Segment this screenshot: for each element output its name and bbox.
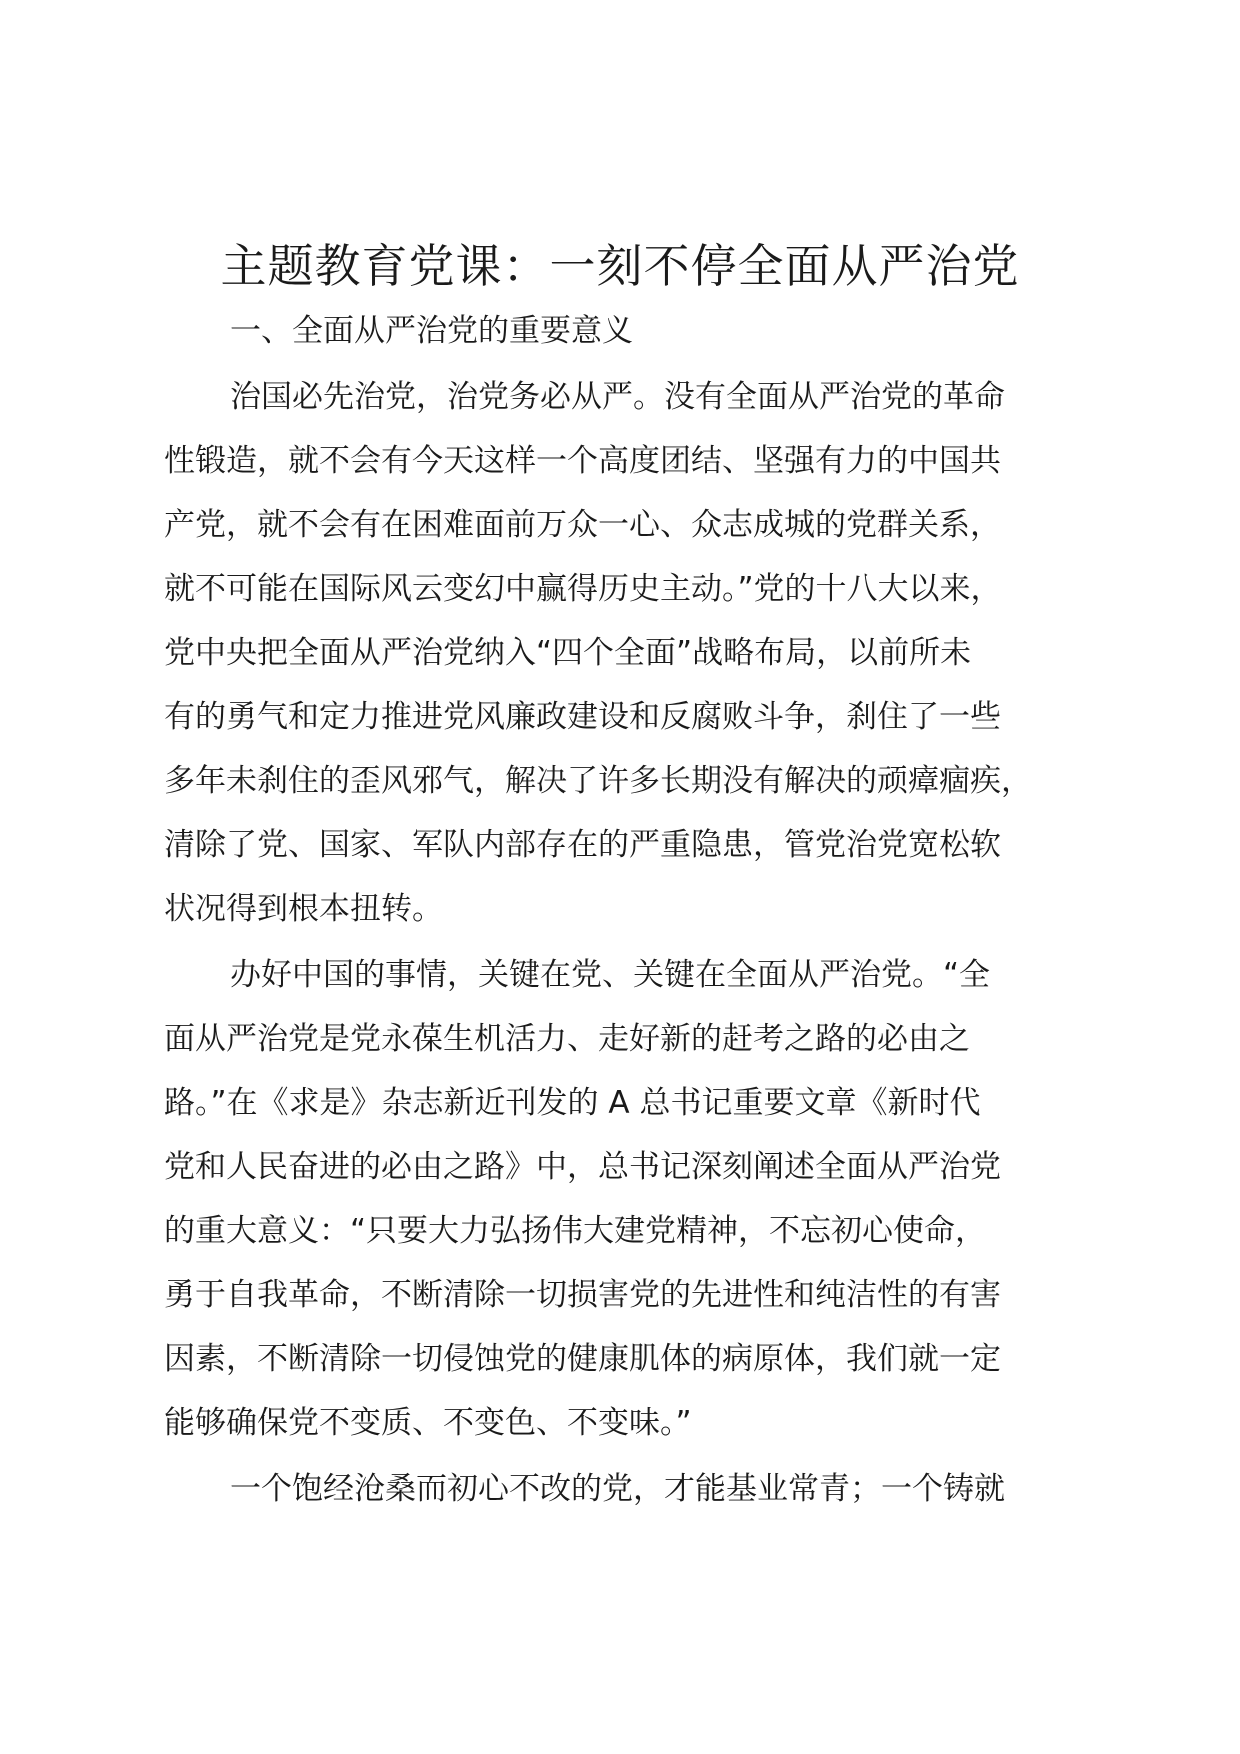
paragraph-2-line-2: 面从严治党是党永葆生机活力、走好新的赶考之路的必由之 [164, 1021, 970, 1057]
paragraph-2-line-7: 因素，不断清除一切侵蚀党的健康肌体的病原体，我们就一定 [164, 1341, 1001, 1377]
paragraph-1-line-1: 治国必先治党，治党务必从严。没有全面从严治党的革命 [230, 379, 1005, 415]
document-title: 主题教育党课：一刻不停全面从严治党 [220, 239, 1020, 293]
paragraph-1-line-9: 状况得到根本扭转。 [164, 891, 443, 927]
paragraph-2-line-8: 能够确保党不变质、不变色、不变味。” [164, 1405, 692, 1441]
paragraph-1-line-6: 有的勇气和定力推进党风廉政建设和反腐败斗争，刹住了一些 [164, 699, 1001, 735]
paragraph-1-line-8: 清除了党、国家、军队内部存在的严重隐患，管党治党宽松软 [164, 827, 1001, 863]
paragraph-2-line-6: 勇于自我革命，不断清除一切损害党的先进性和纯洁性的有害 [164, 1277, 1001, 1313]
paragraph-1-line-3: 产党，就不会有在困难面前万众一心、众志成城的党群关系， [164, 507, 1001, 543]
paragraph-2-line-3: 路。”在《求是》杂志新近刊发的 A 总书记重要文章《新时代 [164, 1085, 981, 1121]
paragraph-1-line-4: 就不可能在国际风云变幻中赢得历史主动。”党的十八大以来， [164, 571, 1002, 607]
section-heading: 一、全面从严治党的重要意义 [230, 313, 633, 349]
paragraph-2-line-1: 办好中国的事情，关键在党、关键在全面从严治党。“全 [230, 957, 991, 993]
paragraph-3-line-1: 一个饱经沧桑而初心不改的党，才能基业常青；一个铸就 [230, 1471, 1005, 1507]
paragraph-2-line-4: 党和人民奋进的必由之路》中，总书记深刻阐述全面从严治党 [164, 1149, 1001, 1185]
paragraph-1-line-5: 党中央把全面从严治党纳入“四个全面”战略布局，以前所未 [164, 635, 972, 671]
paragraph-1-line-2: 性锻造，就不会有今天这样一个高度团结、坚强有力的中国共 [164, 443, 1001, 479]
paragraph-2-line-5: 的重大意义：“只要大力弘扬伟大建党精神，不忘初心使命， [164, 1213, 987, 1249]
paragraph-1-line-7: 多年未刹住的歪风邪气，解决了许多长期没有解决的顽瘴痼疾， [164, 763, 1032, 799]
